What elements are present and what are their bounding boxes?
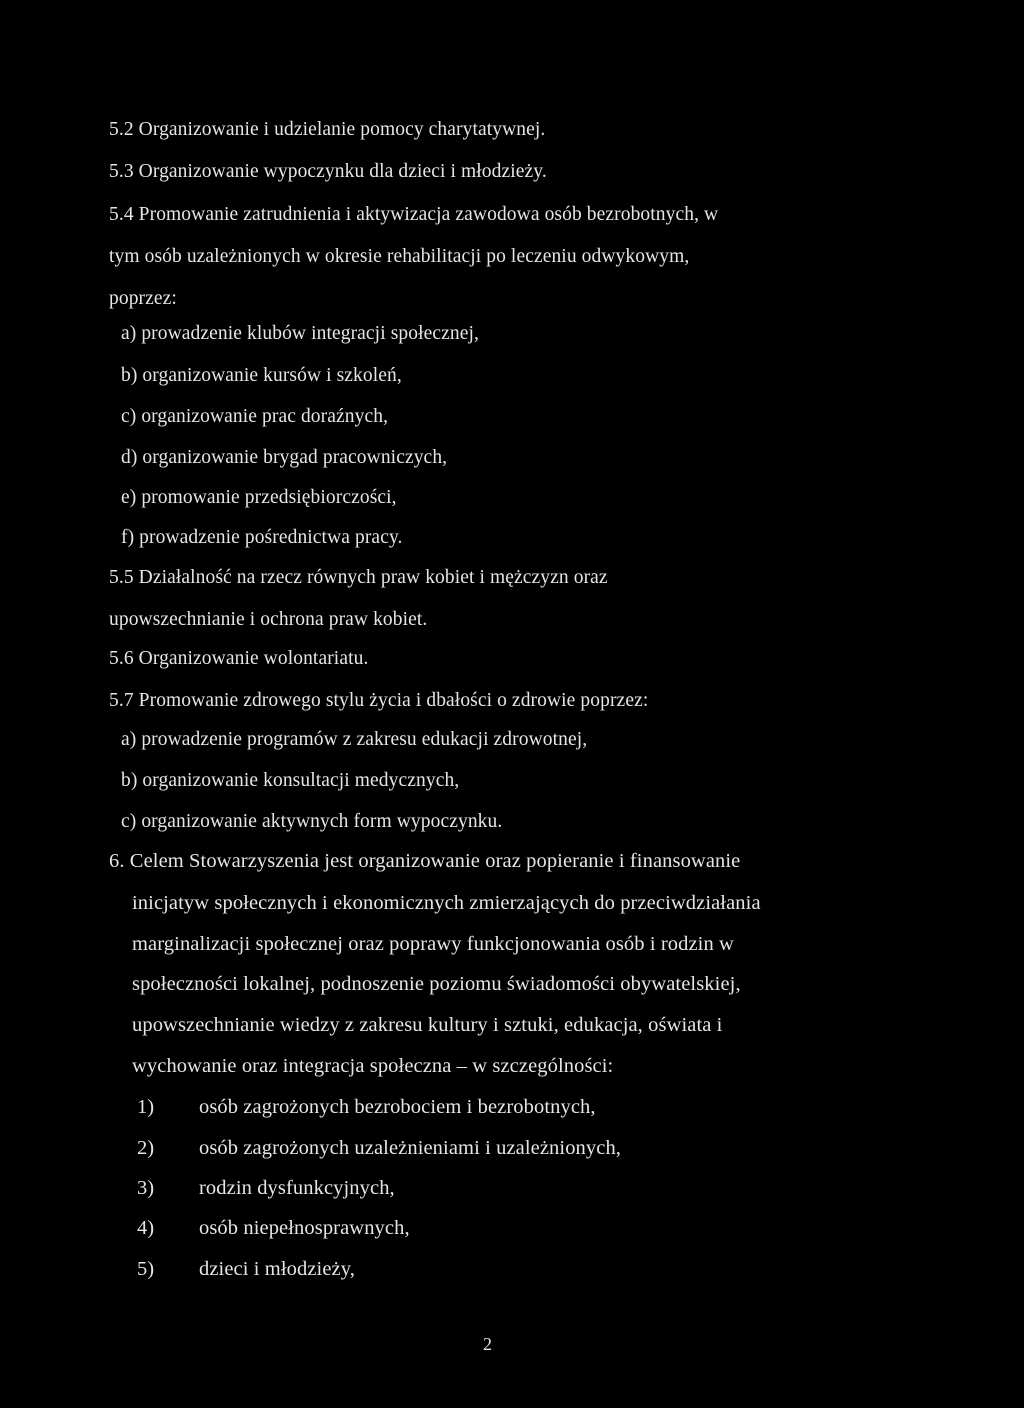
- numbered-item-5-number: 5): [137, 1258, 155, 1280]
- numbered-item-1-text: osób zagrożonych bezrobociem i bezrobotnych,: [199, 1096, 596, 1118]
- list-item-d: d) organizowanie brygad pracowniczych,: [121, 447, 448, 468]
- list-item-a: a) prowadzenie klubów integracji społecznej,: [121, 323, 479, 344]
- page-number: 2: [483, 1334, 492, 1354]
- list-item-b: b) organizowanie kursów i szkoleń,: [121, 365, 402, 386]
- numbered-item-1-number: 1): [137, 1096, 155, 1118]
- text-line-5-4-poprzez: poprzez:: [109, 288, 177, 309]
- list-item-c: c) organizowanie prac doraźnych,: [121, 406, 389, 427]
- list-item-e: e) promowanie przedsiębiorczości,: [121, 487, 397, 508]
- text-line-5-5: 5.5 Działalność na rzecz równych praw kobiet i mężczyzn oraz: [109, 567, 608, 588]
- list-item-b-health: b) organizowanie konsultacji medycznych,: [121, 770, 460, 791]
- text-line-5-4: 5.4 Promowanie zatrudnienia i aktywizacja zawodowa osób bezrobotnych, w: [109, 204, 719, 225]
- text-line-6-cont-1: inicjatyw społecznych i ekonomicznych zmierzających do przeciwdziałania: [132, 892, 761, 914]
- numbered-item-4-text: osób niepełnosprawnych,: [199, 1217, 410, 1239]
- text-line-5-4-cont: tym osób uzależnionych w okresie rehabilitacji po leczeniu odwykowym,: [109, 246, 690, 267]
- text-line-5-5-cont: upowszechnianie i ochrona praw kobiet.: [109, 609, 428, 630]
- list-item-a-health: a) prowadzenie programów z zakresu edukacji zdrowotnej,: [121, 729, 588, 750]
- text-line-6: 6. Celem Stowarzyszenia jest organizowanie oraz popieranie i finansowanie: [109, 850, 741, 872]
- numbered-item-2-number: 2): [137, 1137, 155, 1159]
- text-line-5-3: 5.3 Organizowanie wypoczynku dla dzieci i młodzieży.: [109, 161, 547, 182]
- text-line-6-cont-5: wychowanie oraz integracja społeczna – w szczególności:: [132, 1055, 614, 1077]
- numbered-item-3-text: rodzin dysfunkcyjnych,: [199, 1177, 395, 1199]
- numbered-item-5-text: dzieci i młodzieży,: [199, 1258, 355, 1280]
- list-item-f: f) prowadzenie pośrednictwa pracy.: [121, 527, 403, 548]
- text-line-6-cont-3: społeczności lokalnej, podnoszenie poziomu świadomości obywatelskiej,: [132, 973, 741, 995]
- text-line-5-7: 5.7 Promowanie zdrowego stylu życia i dbałości o zdrowie poprzez:: [109, 690, 649, 711]
- text-line-6-cont-2: marginalizacji społecznej oraz poprawy funkcjonowania osób i rodzin w: [132, 933, 734, 955]
- list-item-c-health: c) organizowanie aktywnych form wypoczynku.: [121, 811, 503, 832]
- text-line-5-6: 5.6 Organizowanie wolontariatu.: [109, 648, 369, 669]
- numbered-item-2-text: osób zagrożonych uzależnieniami i uzależnionych,: [199, 1137, 622, 1159]
- text-line-6-cont-4: upowszechnianie wiedzy z zakresu kultury i sztuki, edukacja, oświata i: [132, 1014, 723, 1036]
- text-line-5-2: 5.2 Organizowanie i udzielanie pomocy charytatywnej.: [109, 119, 546, 140]
- numbered-item-4-number: 4): [137, 1217, 155, 1239]
- numbered-item-3-number: 3): [137, 1177, 155, 1199]
